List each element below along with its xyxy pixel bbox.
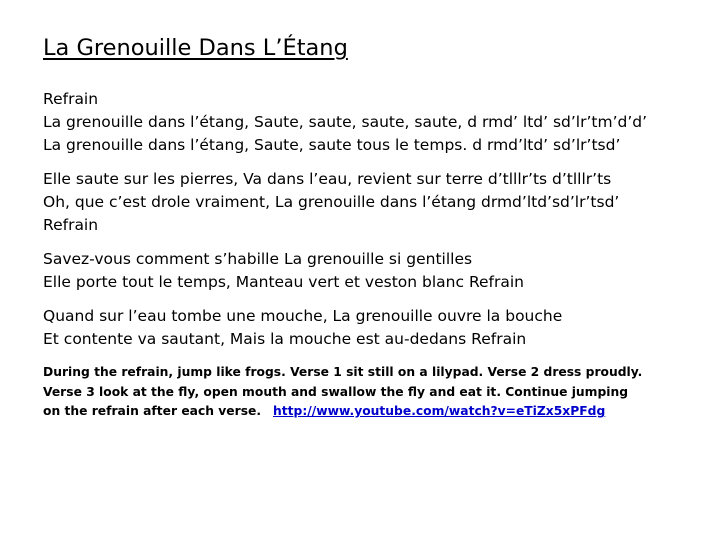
stanza-verse-2: [43, 248, 703, 294]
stanza-line: La grenouille dans l’étang, Saute, saute, saute, saute, d rmd’ ltd’ sd’lr’tm’d’d’: [43, 113, 648, 131]
note-line: Verse 3 look at the fly, open mouth and swallow the fly and eat it. Continue jumping: [43, 384, 629, 399]
slide-content: [43, 34, 703, 422]
stanza-line: Elle porte tout le temps, Manteau vert et veston blanc Refrain: [43, 273, 525, 291]
note-text: on the refrain after each verse.: [43, 404, 262, 418]
stanza-line: Elle saute sur les pierres, Va dans l’eau, revient sur terre d’tlllr’ts d’tlllr’ts: [43, 170, 612, 188]
stanza-verse-3: [43, 305, 703, 351]
note-line: During the refrain, jump like frogs. Verse 1 sit still on a lilypad. Verse 2 dress proudly.: [43, 365, 643, 379]
stanza-line: Refrain: [43, 216, 99, 234]
stanza-refrain: [43, 88, 703, 157]
stanza-line: Quand sur l’eau tombe une mouche, La grenouille ouvre la bouche: [43, 307, 563, 325]
stanza-line: La grenouille dans l’étang, Saute, saute tous le temps. d rmd’ltd’ sd’lr’tsd’: [43, 136, 621, 154]
page-title: La Grenouille Dans L’Étang: [43, 35, 348, 61]
youtube-link[interactable]: http://www.youtube.com/watch?v=eTiZx5xPFdg: [273, 404, 606, 418]
stanza-line: Oh, que c’est drole vraiment, La grenouille dans l’étang drmd’ltd’sd’lr’tsd’: [43, 193, 620, 211]
stanza-line: Refrain: [43, 90, 99, 108]
stanza-line: Et contente va sautant, Mais la mouche est au-dedans Refrain: [43, 330, 527, 348]
stanza-verse-1: [43, 168, 703, 237]
stanza-line: Savez-vous comment s’habille La grenouille si gentilles: [43, 250, 473, 268]
instructions-note: [43, 363, 703, 422]
note-line-with-link: [43, 402, 703, 422]
